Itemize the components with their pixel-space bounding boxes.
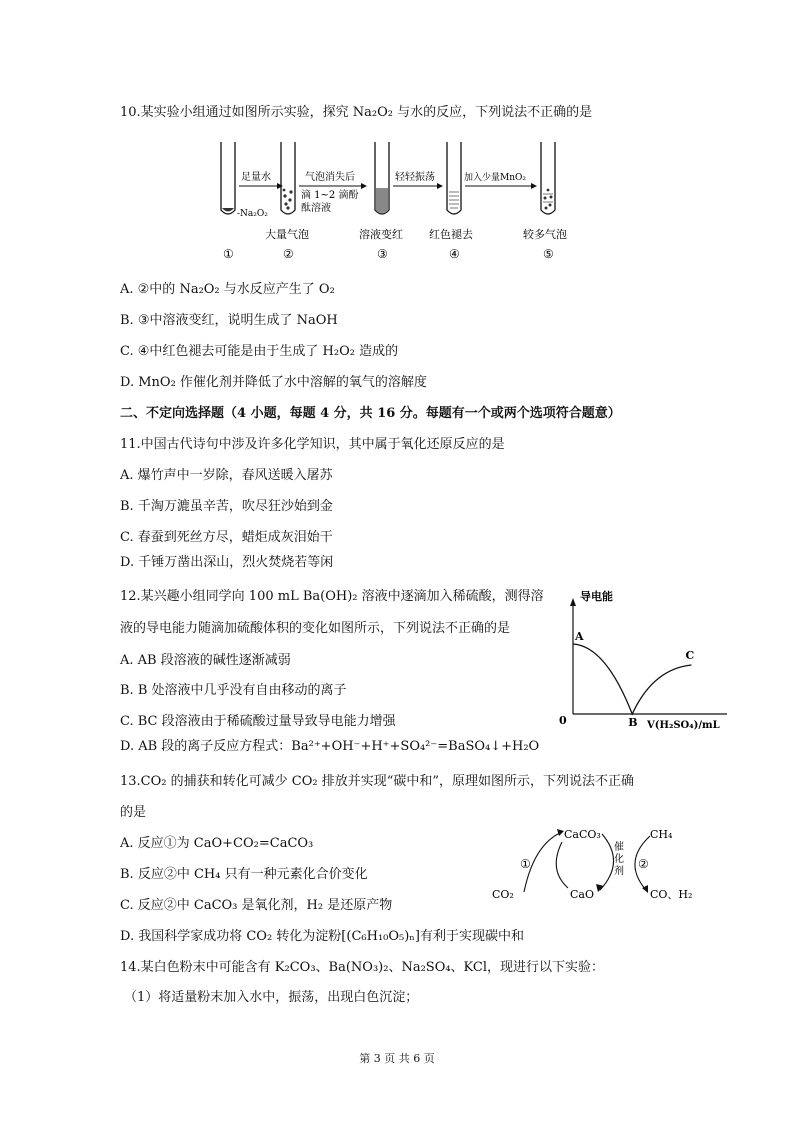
y-axis-label: 导电能 — [580, 590, 613, 603]
q12-conductivity-chart — [555, 588, 735, 733]
arrow-label-2: 气泡消失后 — [305, 172, 355, 183]
test-tube-4 — [447, 142, 461, 214]
page-footer: 第 3 页 共 6 页 — [359, 1052, 435, 1065]
test-tube-1 — [221, 142, 235, 214]
q12-option-d: D. AB 段的离子反应方程式：Ba²⁺+OH⁻+H⁺+SO₄²⁻=BaSO₄↓+H₂O — [120, 739, 540, 754]
caco3-label: CaCO₃ — [564, 828, 601, 841]
q13-option-c: C. 反应②中 CaCO₃ 是氧化剂，H₂ 是还原产物 — [120, 898, 393, 913]
tube-number-1: ① — [223, 247, 234, 261]
q10-option-b: B. ③中溶液变红，说明生成了 NaOH — [120, 313, 338, 328]
catalyst-char-2: 化 — [614, 854, 624, 865]
q13-option-a: A. 反应①为 CaO+CO₂=CaCO₃ — [120, 836, 314, 851]
reaction-1-label: ① — [520, 857, 531, 871]
q12-option-b: B. B 处溶液中几乎没有自由移动的离子 — [120, 683, 347, 698]
q10-test-tube-svg — [215, 138, 585, 263]
arc-caco3-to-cao — [600, 834, 614, 890]
tube-number-4: ④ — [449, 247, 460, 261]
point-label-b: B — [628, 716, 638, 729]
q10-stem: 10.某实验小组通过如图所示实验，探究 Na₂O₂ 与水的反应，下列说法不正确的是 — [120, 105, 593, 120]
q10-test-tube-figure — [215, 138, 585, 263]
q11-option-d: D. 千锤万凿出深山，烈火焚烧若等闲 — [120, 555, 334, 570]
arc-cao-to-caco3 — [556, 842, 568, 888]
q11-option-c: C. 春蚕到死丝方尽，蜡炬成灰泪始干 — [120, 530, 333, 545]
arrow-label-3: 滴 1~2 滴酚 — [301, 190, 359, 201]
q11-option-a: A. 爆竹声中一岁除，春风送暖入屠苏 — [120, 468, 333, 483]
reagent-label: -Na₂O₂ — [237, 209, 268, 219]
co2-label: CO₂ — [492, 888, 514, 901]
caption-3: 溶液变红 — [359, 228, 403, 241]
q13-cycle-diagram — [490, 820, 720, 915]
point-label-c: C — [685, 649, 695, 662]
origin-label: 0 — [559, 714, 567, 727]
arrow-label-4: 酞溶液 — [301, 203, 331, 214]
reaction-2-label: ② — [638, 857, 649, 871]
caption-4: 红色褪去 — [429, 228, 473, 241]
q13-option-b: B. 反应②中 CH₄ 只有一种元素化合价变化 — [120, 867, 368, 882]
q13-stem-line-1: 13.CO₂ 的捕获和转化可减少 CO₂ 排放并实现“碳中和”，原理如图所示，下列说法不正确 — [120, 774, 634, 789]
q12-option-a: A. AB 段溶液的碱性逐渐减弱 — [120, 653, 291, 668]
arrow-label-5: 轻轻振荡 — [395, 172, 435, 183]
q10-option-c: C. ④中红色褪去可能是由于生成了 H₂O₂ 造成的 — [120, 344, 399, 359]
test-tube-5 — [541, 142, 555, 214]
y-axis-arrow — [570, 598, 576, 606]
section-2-heading: 二、不定向选择题（4 小题，每题 4 分，共 16 分。每题有一个或两个选项符合题意） — [120, 406, 621, 421]
q11-stem: 11.中国古代诗句中涉及许多化学知识，其中属于氧化还原反应的是 — [120, 437, 505, 452]
q10-option-d: D. MnO₂ 作催化剂并降低了水中溶解的氧气的溶解度 — [120, 375, 427, 390]
arrow-label-1: 足量水 — [241, 172, 271, 183]
q11-option-b: B. 千淘万漉虽辛苦，吹尽狂沙始到金 — [120, 499, 333, 514]
catalyst-char-1: 催 — [614, 842, 624, 853]
q10-option-a: A. ②中的 Na₂O₂ 与水反应产生了 O₂ — [120, 282, 335, 297]
test-tube-2 — [281, 142, 295, 214]
q13-option-d: D. 我国科学家成功将 CO₂ 转化为淀粉[(C₆H₁₀O₅)ₙ]有利于实现碳中和 — [120, 929, 525, 944]
tube-number-5: ⑤ — [543, 247, 554, 261]
point-label-a: A — [575, 630, 584, 643]
q12-stem-line-2: 液的导电能力随滴加硫酸体积的变化如图所示，下列说法不正确的是 — [120, 621, 511, 636]
test-tube-3 — [375, 142, 389, 214]
ch4-label: CH₄ — [650, 828, 673, 841]
conductivity-curve — [573, 644, 691, 714]
q12-option-c: C. BC 段溶液由于稀硫酸过量导致导电能力增强 — [120, 714, 396, 729]
q14-sub-1: （1）将适量粉末加入水中，振荡，出现白色沉淀； — [124, 990, 419, 1005]
caption-5: 较多气泡 — [523, 228, 567, 241]
x-axis-label: V(H₂SO₄)/mL — [647, 720, 720, 731]
tube-number-2: ② — [283, 247, 294, 261]
q12-chart-svg — [555, 588, 735, 733]
arrow-label-6: 加入少量MnO₂ — [464, 173, 526, 183]
q13-stem-line-2: 的是 — [120, 805, 147, 820]
catalyst-char-3: 剂 — [614, 866, 624, 877]
q13-cycle-svg — [490, 820, 720, 915]
q14-stem: 14.某白色粉末中可能含有 K₂CO₃、Ba(NO₃)₂、Na₂SO₄、KCl，现进行以下实验： — [120, 960, 605, 975]
q12-stem-line-1: 12.某兴趣小组同学向 100 mL Ba(OH)₂ 溶液中逐滴加入稀硫酸，测得溶 — [120, 589, 544, 604]
caption-2: 大量气泡 — [265, 228, 309, 241]
co-h2-label: CO、H₂ — [650, 888, 693, 901]
cao-label: CaO — [570, 888, 594, 901]
tube-number-3: ③ — [377, 247, 388, 261]
